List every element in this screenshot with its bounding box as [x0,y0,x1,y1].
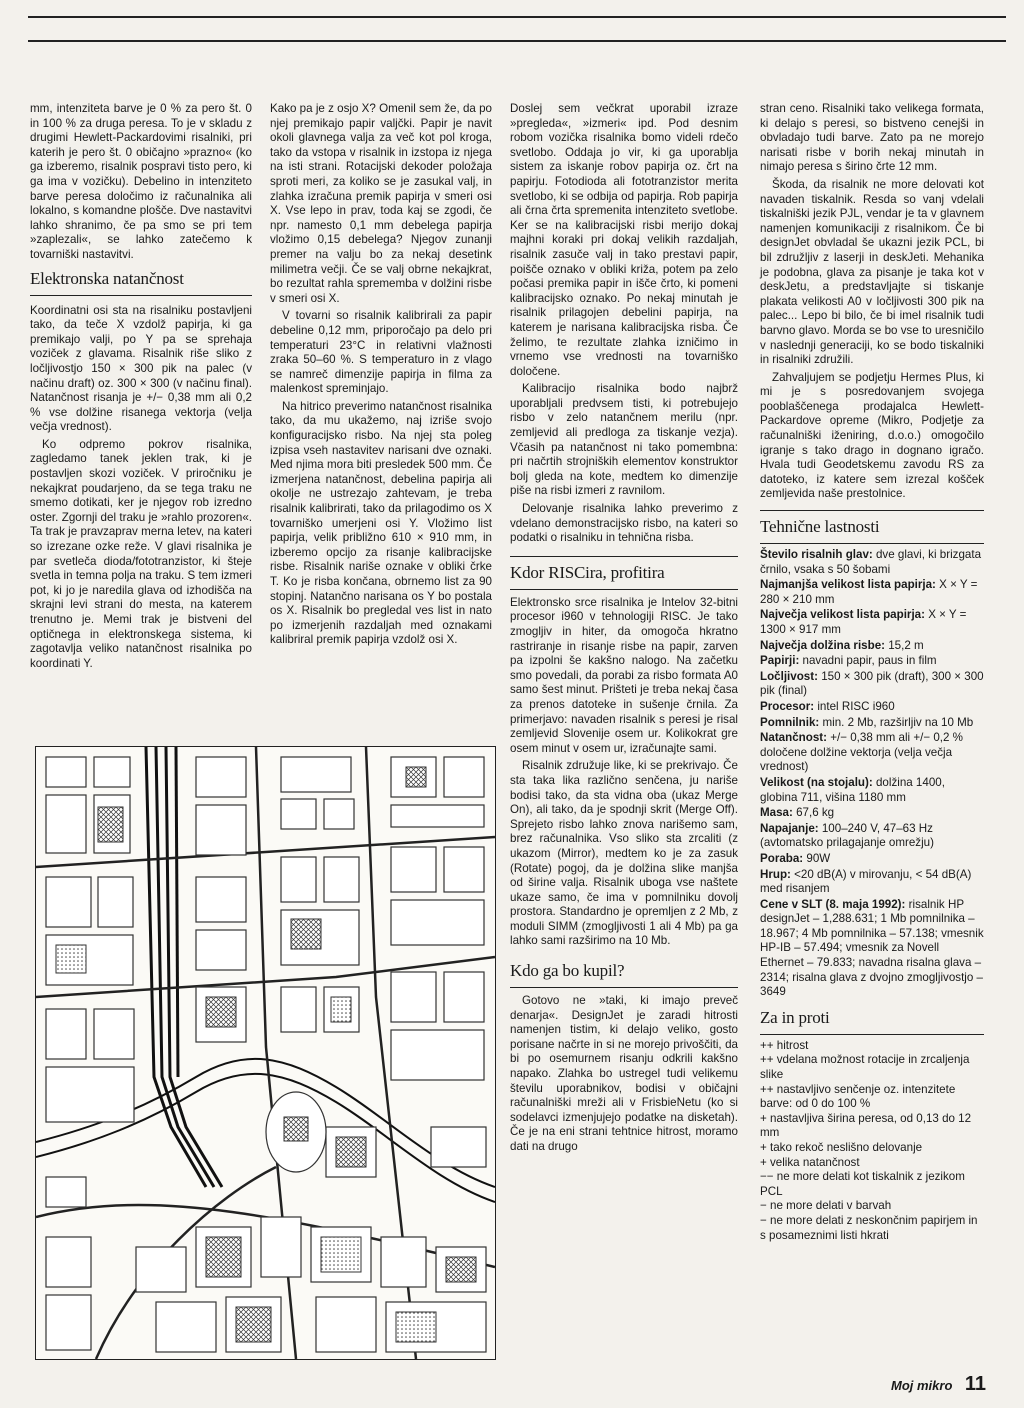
column-3 [510,102,738,1158]
spec-item: Natančnost: +/− 0,38 mm ali +/− 0,2 % določene dolžine vektorja (velja večja vrednost) [760,731,963,774]
list-item: −− ne more delati kot tiskalnik z jezikom PCL [760,1170,965,1198]
spec-item: Najmanjša velikost lista papirja: X × Y = 280 × 210 mm [760,578,978,606]
col2-paragraph-1: Kako pa je z osjo X? Omenil sem že, da po njej premikajo papir valjčki. Papir je navit okoli glavnega valja za več kot pol kroga, tako da vstopa v risalnik in izstopa iz njega na isti strani. Rotacijski dekoder položaja sproti meri, za koliko se je zasukal valj, in zlahka izračuna premik papirja v smeri osi X. Vse lepo in prav, toda kaj se zgodi, če npr. namesto 0,1 mm debelega papirja vložimo 0,15 debelega? Njegov zunanji premer na valju bo za nekaj desetink milimetra večji. Če se valj obrne nekajkrat, bo rezultat rahla sprememba v dolžini risbe v smeri osi X. [270,102,492,305]
spec-item: Papirji: navadni papir, paus in film [760,654,937,668]
section-rule-riscira [510,556,738,557]
spec-item: Napajanje: 100–240 V, 47–63 Hz (avtomatsko prilagajanje omrežju) [760,821,934,850]
list-item: + nastavljiva širina peresa, od 0,13 do 12 mm [760,1111,972,1140]
page-footer [891,1373,986,1396]
spec-item: Pomnilnik: min. 2 Mb, razširljiv na 10 Mb [760,715,974,729]
list-item: ++ nastavljivo senčenje oz. intenzitete barve: od 0 do 100 % [760,1082,956,1111]
heading-elektronska-natancnost: Elektronska natančnost [30,268,184,288]
heading-za-in-proti: Za in proti [760,1007,830,1027]
col1-paragraph-3: Ko odpremo pokrov risalnika, zagledamo tanek jeklen trak, ki je postavljen skozi voziček. V priročniku je nekajkrat poudarjeno, da se tega traku ne smemo dotikati, ker je njegov rob izredno oster. Zgornji del traku je »rahlo prozoren«. Ta trak je pravzaprav merna letev, na kateri so izrezane ozke reže. V glavi risalnika je par svetleča dioda/fototranzistor, ki šteje svetla in temna polja na traku. S tem izmeri pot, ki jo je naredila glava od izhodišča na skrajni levi strani do mesta, na katerem trenutno je. Memi trak je bistveni del optičnega in elektronskega sistema, ki zagotavlja veliko natančnost risalnika po koordinati Y. [30,437,252,670]
section-rule-riscira-bottom [510,589,738,590]
heading-tehnicne-lastnosti: Tehnične lastnosti [760,517,880,537]
top-rule-1 [28,16,1006,18]
top-rule-2 [28,40,1006,42]
list-item: ++ vdelana možnost rotacije in zrcaljenja slike [760,1053,970,1082]
heading-kdor-riscira: Kdor RISCira, profitira [510,562,665,582]
col3-paragraph-6: Gotovo ne »taki, ki imajo preveč denarja«. DesignJet je zaradi hitrosti namenjen tistim, ki delajo veliko, gosto porisane načrte in si ne morejo privoščiti, da bi po osemurnem risanju odkrili kakšno napako. Zlahka bo ustregel tudi velikemu številu uporabnikov, bodisi v običajni računalniški mreži ali v FrisbieNetu (ko si sodelavci izmenjujejo podatke na disketah). Če je na eni strani tehtnice hitrost, moramo dati na drugo [510,994,738,1153]
column-1 [30,102,252,674]
spec-item: Velikost (na stojalu): dolžina 1400, globina 711, višina 1180 mm [760,775,945,804]
magazine-name: Moj mikro [890,1378,953,1393]
col1-paragraph-2: Koordinatni osi sta na risalniku postavljeni tako, da teče X vzdolž papirja, ki ga premikajo valji, po Y pa se sprehaja voziček z glavama. Risalnik riše sliko z ločljivostjo 150 × 300 pik na palec (v načinu draft) oz. 300 × 300 (v načinu final). Natančnost risanja je +/− 0,38 mm ali 0,2 % vse dolžine risanega vektorja (velja večja vrednost). [30,303,252,434]
spec-item: Število risalnih glav: dve glavi, ki brizgata črnilo, vsaka s 50 šobami [760,548,982,576]
spec-item: Procesor: intel RISC i960 [760,699,895,713]
col3-paragraph-1: Doslej sem večkrat uporabil izraze »pregleda«, »izmeri« ipd. Pod desnim robom vozička risalnika bomo videli rdečo svetlobo. Oddaja jo vir, ki ga uporablja sistem za iskanje robov papirja oz. črt na papirju. Fotodioda ali fototranzistor merita svetlobo, ki se odbija od papirja. Rob papirja ali črna črta spremenita intenziteto svetlobe. Ker se na kalibracijski risbi merijo dokaj majhni koraki pri dokaj velikih razdaljah, risalnik zasuče valj in tako prestavi papir, poišče oznako v obliki križa, potem pa zelo počasi premika papir in išče črto, ki pomeni kalibracijsko oznako. Po nekaj minutah je risalnik prilagojen debelini papirja, na katerem je narisana kalibracijska risba. Če želimo, te rezultate zlahka izničimo in vrnemo vse vrednosti na tovarniško določene. [510,102,738,378]
list-item: + velika natančnost [760,1155,860,1169]
col3-paragraph-2: Kalibracijo risalnika bodo najbrž uporabljali predvsem tisti, ki potrebujejo risbo v zelo natančnem merilu (npr. zemljevid ali predloga za tiskanje vezja). Včasih pa natančnost ni tako pomembna: pri načrtih strojniških elementov konstruktor bolj gleda na kote, medtem ko dimenzije piše na risbi izmeri z ravnilom. [510,382,738,498]
spec-list [760,548,984,1000]
spec-item: Masa: 67,6 kg [760,806,835,820]
spec-item: Hrup: <20 dB(A) v mirovanju, < 54 dB(A) med risanjem [760,867,972,896]
pros-cons-list [760,1039,984,1243]
castle-hill [266,1092,326,1172]
col3-paragraph-3: Delovanje risalnika lahko preverimo z vdelano demonstracijsko risbo, na kateri so podatki o risalniku in tehnična risba. [510,502,738,545]
section-rule-tehnicne [760,510,984,511]
spec-item: Cene v SLT (8. maja 1992): risalnik HP designJet – 1,288.631; 1 Mb pomnilnika – 18.967; 4 Mb pomnilnika – 57.138; vmesnik HP-IB – 57.494; vmesnik za Novell Ethernet – 79.833; navadna risalna glava – 2314; risalna glava z dvojno zmogljivostjo – 3649 [760,897,984,999]
list-item: ++ hitrost [760,1038,809,1052]
heading-kdo-ga-bo-kupil: Kdo ga bo kupil? [510,961,625,981]
page-number: 11 [964,1373,986,1395]
col2-paragraph-3: Na hitrico preverimo natančnost risalnika tako, da mu ukažemo, naj izriše svojo konfiguracijsko risbo. Na njej sta poleg izpisa vseh nastavitev narisani dve oznaki. Med njima mora biti presledek 500 mm. Če izmerjena natančnost, debelina papirja ali okolje ne ustrezajo zahtevam, je treba risalnik kalibrirati, tako da prilagodimo os X tovarniško umerjeni osi Y. Vložimo list papirja, velik približno 610 × 910 mm, in izberemo opcijo za risanje kalibracijske risbe. Risalnik nariše oznake v obliki črke T. Ko je risba končana, obrnemo list za 90 stopinj. Natančno narisana os Y bo postala os X. Risalnik bo pregledal ves list in nato po izmerjenih razdaljah med oznakami kalibriral premik papirja vzdolž osi X. [270,399,492,647]
city-map-illustration [35,746,496,1360]
col3-paragraph-4: Elektronsko srce risalnika je Intelov 32-bitni procesor i960 v tehnologiji RISC. Je tako zmogljiv in hiter, da omogoča hkratno rastriranje in risanje risbe na papir, zarven pa izpolni še kakšno nalogo. Na začetku smo povedali, da porabi za risbo formata A0 samo šest minut. Prišteti je treba nekaj časa za prenos datoteke in sušenje črnila. Za primerjavo: navaden risalnik s peresi je risal zemljevid Slovenije osem ur. Kolikokrat gre osem minut v osem ur, izračunajte sami. [510,595,738,755]
section-rule-tehnicne-bottom [760,543,984,544]
list-item: + tako rekoč neslišno delovanje [760,1141,923,1154]
col4-paragraph-3: Zahvaljujem se podjetju Hermes Plus, ki mi je s posredovanjem svojega pooblaščenega prodajalca Hewlett-Packardove opreme (Mikro, Podjetje za računalniški iženiring, d.o.o.) omogočilo igranje s tako drago in dognano igračo. Hvala tudi Geodetskemu zavodu RS za datoteko, iz katere sem izrezal košček zemljevida naše prestolnice. [760,370,984,501]
street-map-drawing [36,747,495,1359]
col3-paragraph-5: Risalnik združuje like, ki se prekrivajo. Če sta taka lika različno senčena, ju nariše bodisi tako, da sta vidna oba (ukaz Merge On), ali tako, da je spodnji skrit (Merge Off). Sprejeto risbo lahko znova narišemo sam, brez računalnika. Vso sliko sta zrcaliti (z ukazom (Mirror), medtem ko je za zasuk (Rotate) pogoj, da je dolžina slike manjša od širine valja. Risalnik uboga vse naštete ukaze samo, če ima v pomnilniku dovolj prostora. Standardno je opremljen z 2 Mb, z moduli SIMM (zmogljivosti 1 ali 4 Mb) pa ga lahko sami razširimo na 10 Mb. [510,759,738,948]
spec-item: Največja dolžina risbe: 15,2 m [760,638,924,652]
section-rule-kupil [510,987,738,988]
list-item: − ne more delati z neskončnim papirjem in s posameznimi listi hkrati [760,1213,978,1242]
col4-paragraph-2: Škoda, da risalnik ne more delovati kot navaden tiskalnik. Resda so vanj vdelali tiskalniški jezik PJL, vendar je ta v glavnem namenjen komunikaciji z risalnikom. Če bi designJet obvladal še ukazni jezik PCL, bi bil združljiv z laserji in deskJeti. Mehanika je podobna, glava za pisanje je taka kot v deskJetu, a predstavljajte si tiskanje plakata velikosti A0 v ločljivosti 300 pik na palec... Lepo bi bilo, če bi imel risalnik tudi barvno glavo. Morda se bo vse to uresničilo v naslednji generaciji, ko se bodo tiskalniki in risalniki združili. [760,177,984,367]
section-rule-za-in-proti [760,1034,984,1035]
spec-item: Ločljivost: 150 × 300 pik (draft), 300 × 300 pik (final) [760,669,984,698]
col1-paragraph-1: mm, intenziteta barve je 0 % za pero št. 0 in 100 % za druga peresa. To je v skladu z drugimi Hewlett-Packardovimi risalniki, pri katerih je pero št. 0 običajno »prazno« (ko ga izberemo, risalnik pospravi tisto pero, ki ga ima v vozičku). Debelino in intenziteto barve peresa določimo iz računalnika ali lokalno, s komandne plošče. Dve nastavitvi lahko shranimo, če pa smo se pri tem »zaplezali«, se lahko zatečemo k tovarniški nastavitvi. [30,102,252,261]
spec-item: Največja velikost lista papirja: X × Y = 1300 × 917 mm [760,608,967,636]
col2-paragraph-2: V tovarni so risalnik kalibrirali za papir debeline 0,12 mm, priporočajo pa delo pri temperaturi 23°C in relativni vlažnosti zraka 50–60 %. S temperaturo in z vlago se namreč dimenzije papirja in filma za malenkost spreminjajo. [270,309,492,396]
column-4 [760,102,984,1243]
col4-paragraph-1: stran ceno. Risalniki tako velikega formata, ki delajo s peresi, so bistveno cenejši in obvladajo tudi barve. Zato pa ne morejo narisati risbe v borih nekaj minutah in nimajo peresa s širino črte 12 mm. [760,102,984,174]
column-2 [270,102,492,651]
list-item: − ne more delati v barvah [760,1199,892,1213]
heading-rule [30,295,252,296]
spec-item: Poraba: 90W [760,851,831,865]
